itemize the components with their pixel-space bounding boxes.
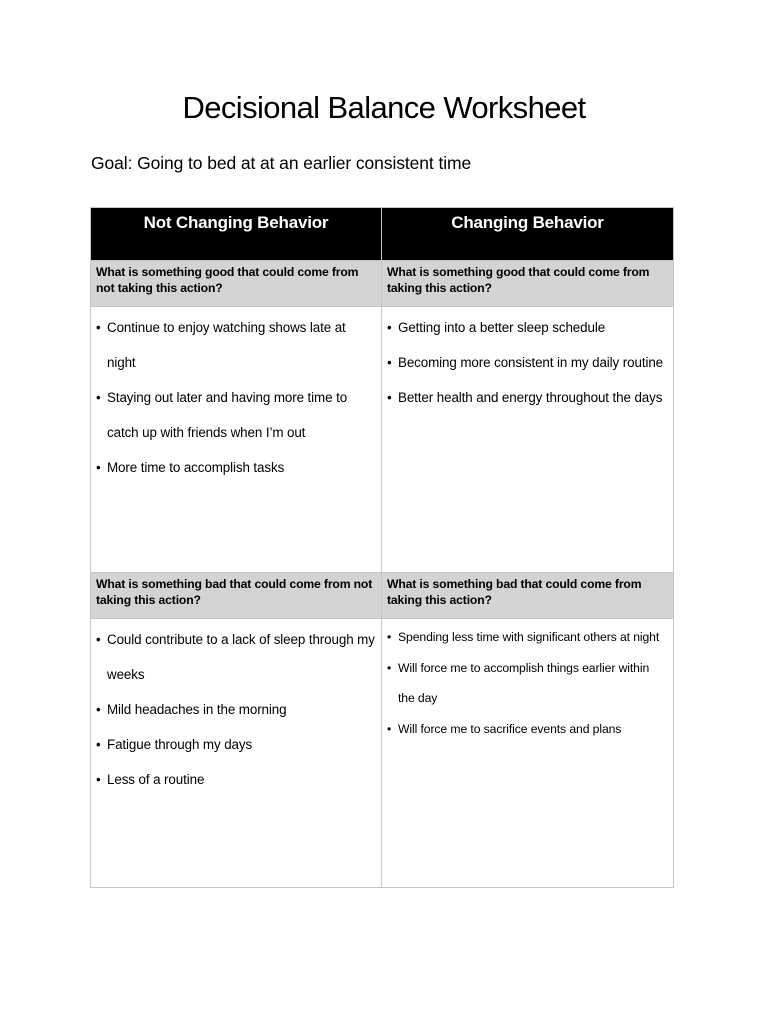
bullet-icon: •: [96, 772, 101, 787]
bullet-icon: •: [96, 702, 101, 717]
list-item-text: Will force me to accomplish things earlier within the day: [398, 660, 650, 705]
list-item: [96, 692, 377, 727]
good-answers-row: [91, 307, 674, 573]
bullet-icon: •: [96, 460, 101, 475]
page-title: Decisional Balance Worksheet: [182, 90, 586, 125]
decisional-balance-table: [90, 207, 674, 888]
list-item-text: More time to accomplish tasks: [107, 460, 285, 475]
list-item: [96, 310, 377, 380]
header-not-changing: [91, 208, 382, 261]
bad-answers-row: [91, 619, 674, 888]
list-item-text: Could contribute to a lack of sleep through my weeks: [107, 632, 375, 682]
list-item-text: Continue to enjoy watching shows late at night: [107, 320, 346, 370]
good-not-changing-question: What is something good that could come from not taking this action?: [91, 261, 382, 307]
header-changing-label: Changing Behavior: [451, 213, 604, 232]
bad-not-changing-question: What is something bad that could come from not taking this action?: [91, 573, 382, 619]
good-changing-question: What is something good that could come from taking this action?: [382, 261, 674, 307]
bullet-icon: •: [387, 390, 392, 405]
bullet-icon: •: [96, 632, 101, 647]
bullet-icon: •: [387, 355, 392, 370]
list-item-text: Better health and energy throughout the days: [398, 390, 663, 405]
list-item-text: Becoming more consistent in my daily routine: [398, 355, 664, 370]
list-item-text: Staying out later and having more time to catch up with friends when I’m out: [107, 390, 348, 440]
bullet-icon: •: [387, 721, 392, 736]
bad-not-changing-list: [96, 622, 377, 797]
list-item: [387, 622, 669, 653]
goal-text: Goal: Going to bed at at an earlier consistent time: [91, 153, 472, 173]
list-item-text: Spending less time with significant others at night: [398, 630, 660, 644]
bad-changing-question: What is something bad that could come from taking this action?: [382, 573, 674, 619]
list-item-text: Mild headaches in the morning: [107, 702, 287, 717]
list-item: [387, 653, 669, 714]
header-changing: [382, 208, 674, 261]
bullet-icon: •: [96, 737, 101, 752]
bullet-icon: •: [387, 630, 392, 644]
list-item-text: Less of a routine: [107, 772, 205, 787]
good-not-changing-answers: [91, 307, 382, 573]
list-item: [387, 380, 669, 415]
header-not-changing-label: Not Changing Behavior: [143, 213, 329, 232]
good-not-changing-list: [96, 310, 377, 485]
list-item: [387, 345, 669, 380]
list-item: [96, 450, 377, 485]
list-item-text: Fatigue through my days: [107, 737, 253, 752]
bad-changing-list: [387, 622, 669, 744]
bad-question-row: [91, 573, 674, 619]
bullet-icon: •: [387, 660, 392, 675]
bad-not-changing-answers: [91, 619, 382, 888]
bad-changing-answers: [382, 619, 674, 888]
list-item: [387, 714, 669, 745]
good-changing-list: [387, 310, 669, 415]
list-item: [96, 727, 377, 762]
good-changing-answers: [382, 307, 674, 573]
list-item: [96, 762, 377, 797]
list-item-text: Will force me to sacrifice events and plans: [398, 721, 622, 736]
bullet-icon: •: [96, 390, 101, 405]
list-item: [387, 310, 669, 345]
list-item: [96, 380, 377, 450]
list-item-text: Getting into a better sleep schedule: [398, 320, 606, 335]
header-row: [91, 208, 674, 261]
bullet-icon: •: [387, 320, 392, 335]
good-question-row: [91, 261, 674, 307]
bullet-icon: •: [96, 320, 101, 335]
list-item: [96, 622, 377, 692]
